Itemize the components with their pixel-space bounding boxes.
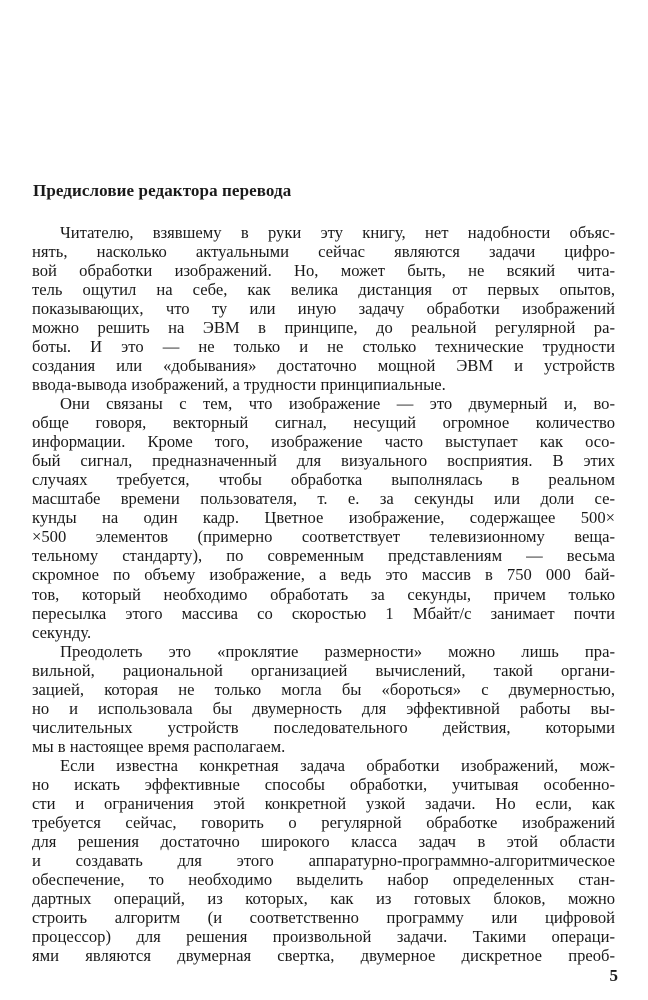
text-line: секунду.	[32, 622, 92, 642]
text-line: случаях требуется, чтобы обработка выполнялась в реальном	[32, 470, 615, 490]
text-line: пересылка этого массива со скоростью 1 Мбайт/с занимает почти	[32, 603, 615, 623]
text-line: ×500 элементов (примерно соответствует телевизионному веща-	[32, 527, 615, 547]
text-line: но искать эффективные способы обработки, учитывая особенно-	[32, 774, 615, 794]
text-line: строить алгоритм (и соответственно программу или цифровой	[32, 907, 615, 927]
text-line: вой обработки изображений. Но, может быть, не всякий чита-	[32, 261, 615, 281]
text-line: ями являются двумерная свертка, двумерное дискретное преоб-	[32, 946, 615, 965]
text-line: Читателю, взявшему в руки эту книгу, нет надобности объяс-	[60, 223, 615, 242]
text-line: показывающих, что ту или иную задачу обработки изображений	[32, 299, 615, 319]
text-line: Преодолеть это «проклятие размерности» можно лишь пра-	[60, 641, 615, 661]
text-line: мы в настоящее время располагаем.	[32, 736, 286, 756]
text-line: зацией, которая не только могла бы «бороться» с двумерностью,	[32, 679, 615, 699]
section-heading: Предисловие редактора перевода	[33, 181, 292, 200]
text-line: сти и ограничения этой конкретной узкой задачи. Но если, как	[32, 793, 615, 813]
text-line: кунды на один кадр. Цветное изображение, содержащее 500×	[32, 508, 615, 528]
text-line: дартных операций, из которых, как из готовых блоков, можно	[32, 888, 615, 908]
text-line: но и использовала бы двумерность для эффективной работы вы-	[32, 698, 615, 718]
text-line: обще говоря, векторный сигнал, несущий огромное количество	[32, 413, 615, 433]
text-line: Если известна конкретная задача обработки изображений, мож-	[60, 755, 615, 775]
text-line: требуется сейчас, говорить о регулярной обработке изображений	[32, 812, 615, 832]
text-line: создания или «добывания» достаточно мощной ЭВМ и устройств	[32, 356, 615, 376]
text-line: скромное по объему изображение, а ведь это массив в 750 000 бай-	[32, 565, 615, 585]
text-line: процессор) для решения произвольной задачи. Такими операци-	[32, 926, 615, 946]
text-line: числительных устройств последовательного действия, которыми	[32, 717, 615, 737]
text-line: масштабе времени пользователя, т. е. за секунды или доли се-	[32, 489, 615, 509]
text-line: нять, насколько актуальными сейчас являются задачи цифро-	[32, 242, 615, 262]
text-line: бый сигнал, предназначенный для визуального восприятия. В этих	[32, 451, 615, 471]
text-line: и создавать для этого аппаратурно-программно-алгоритмическое	[32, 850, 615, 870]
text-line: ввода-вывода изображений, а трудности принципиальные.	[32, 375, 446, 395]
page-number: 5	[609, 966, 618, 985]
text-line: тов, который необходимо обработать за секунды, причем только	[32, 584, 615, 604]
text-line: вильной, рациональной организацией вычислений, такой органи-	[32, 660, 615, 680]
text-line: Они связаны с тем, что изображение — это двумерный и, во-	[60, 394, 615, 414]
text-line: для решения достаточно широкого класса задач в этой области	[32, 831, 615, 851]
text-line: информации. Кроме того, изображение часто выступает как осо-	[32, 432, 615, 452]
text-line: тель ощутил на себе, как велика дистанция от первых опытов,	[32, 280, 615, 300]
text-line: боты. И это — не только и не столько технические трудности	[32, 337, 615, 357]
text-line: можно решить на ЭВМ в принципе, до реальной регулярной ра-	[32, 318, 615, 338]
text-line: тельному стандарту), по современным представлениям — весьма	[32, 546, 615, 566]
text-line: обеспечение, то необходимо выделить набор определенных стан-	[32, 869, 615, 889]
